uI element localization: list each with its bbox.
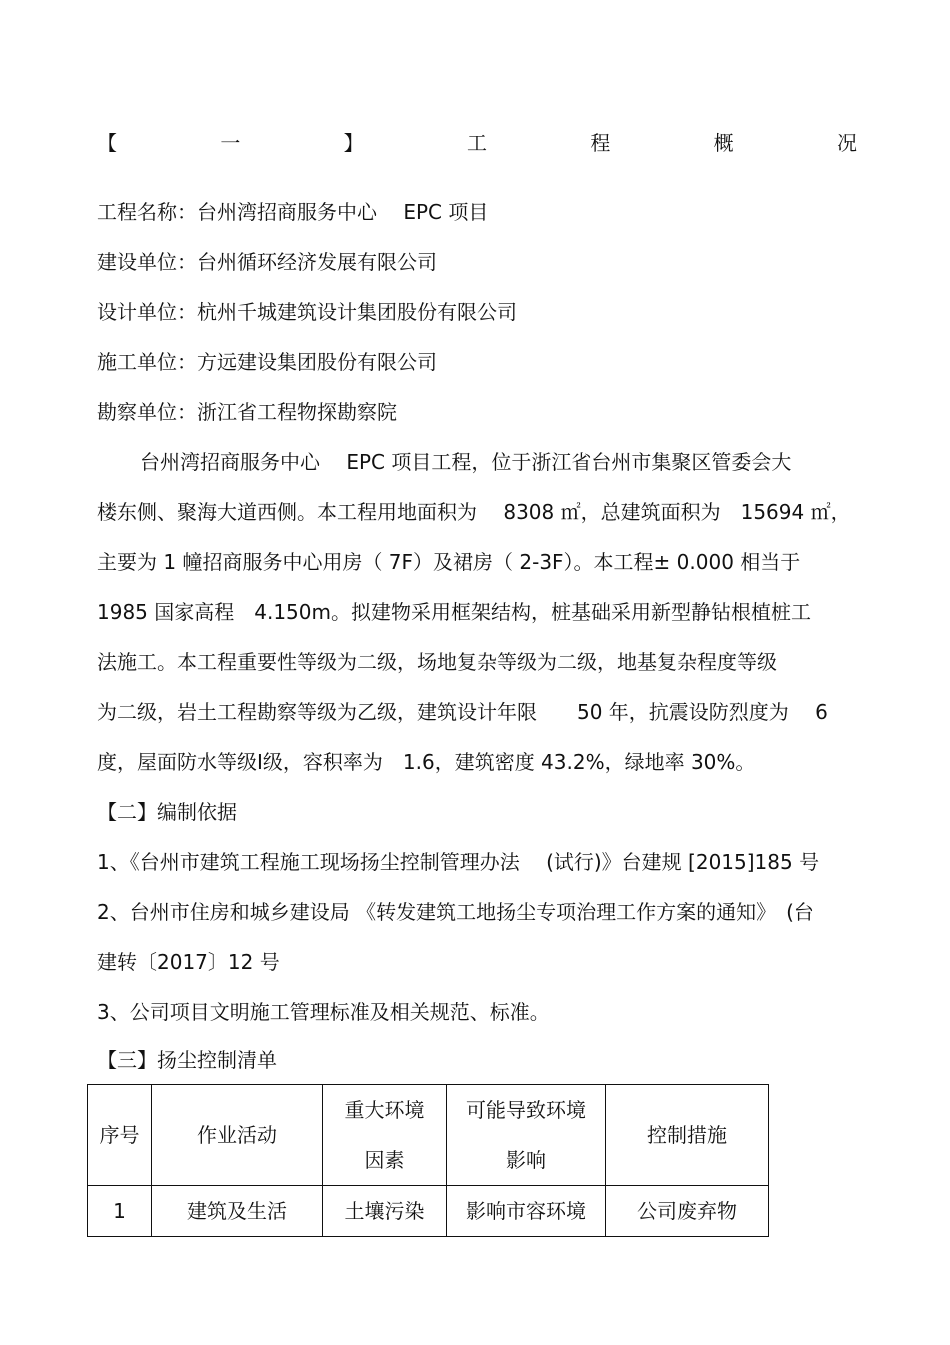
header-cell-env-factor: 重大环境 因素 xyxy=(323,1085,447,1186)
section-3-title: 【三】扬尘控制清单 xyxy=(97,1048,277,1072)
dust-control-table xyxy=(87,1084,769,1237)
heading-char: 一 xyxy=(220,130,241,155)
table-cell: 影响市容环境 xyxy=(447,1186,606,1237)
description-line: 1985 国家高程 4.150m。拟建物采用框架结构，桩基础采用新型静钻根植桩工 xyxy=(97,600,811,624)
description-line: 主要为 1 幢招商服务中心用房（ 7F）及裙房（ 2-3F）。本工程± 0.000 相当于 xyxy=(97,550,801,574)
header-cell-impact: 可能导致环境 影响 xyxy=(447,1085,606,1186)
survey-unit: 勘察单位：浙江省工程物探勘察院 xyxy=(97,400,397,424)
header-cell-index: 序号 xyxy=(88,1085,152,1186)
table-cell: 公司废弃物 xyxy=(606,1186,769,1237)
basis-item: 3、公司项目文明施工管理标准及相关规范、标准。 xyxy=(97,1000,550,1024)
heading-char: 工 xyxy=(466,130,487,155)
header-cell-activity: 作业活动 xyxy=(152,1085,323,1186)
description-line: 为二级，岩土工程勘察等级为乙级，建筑设计年限 50 年，抗震设防烈度为 6 xyxy=(97,700,828,724)
description-line: 台州湾招商服务中心 EPC 项目工程，位于浙江省台州市集聚区管委会大 xyxy=(140,450,792,474)
table-cell: 土壤污染 xyxy=(323,1186,447,1237)
heading-char: 概 xyxy=(713,130,734,155)
description-line: 楼东侧、聚海大道西侧。本工程用地面积为 8308 ㎡，总建筑面积为 15694 ㎡， xyxy=(97,500,851,524)
table-header-row xyxy=(88,1085,769,1186)
basis-item: 1、《台州市建筑工程施工现场扬尘控制管理办法 (试行)》台建规 [2015]185 号 xyxy=(97,850,820,874)
description-line: 法施工。本工程重要性等级为二级，场地复杂等级为二级，地基复杂程度等级 xyxy=(97,650,777,674)
heading-char: 况 xyxy=(836,130,857,155)
heading-char: 【 xyxy=(97,130,117,155)
project-name: 工程名称：台州湾招商服务中心 EPC 项目 xyxy=(97,200,489,224)
heading-char: 程 xyxy=(590,130,611,155)
section-2-title: 【二】编制依据 xyxy=(97,800,237,824)
client-unit: 建设单位：台州循环经济发展有限公司 xyxy=(97,250,437,274)
header-cell-measures: 控制措施 xyxy=(606,1085,769,1186)
section-1-heading xyxy=(97,126,857,156)
basis-item-continued: 建转〔2017〕12 号 xyxy=(97,950,280,974)
description-line: 度，屋面防水等级Ⅰ级，容积率为 1.6，建筑密度 43.2%，绿地率 30%。 xyxy=(97,750,756,774)
table-cell: 1 xyxy=(88,1186,152,1237)
basis-item: 2、台州市住房和城乡建设局 《转发建筑工地扬尘专项治理工作方案的通知》 (台 xyxy=(97,900,814,924)
construction-unit: 施工单位：方远建设集团股份有限公司 xyxy=(97,350,437,374)
table-row xyxy=(88,1186,769,1237)
design-unit: 设计单位：杭州千城建筑设计集团股份有限公司 xyxy=(97,300,517,324)
table-cell: 建筑及生活 xyxy=(152,1186,323,1237)
heading-char: 】 xyxy=(343,130,364,155)
